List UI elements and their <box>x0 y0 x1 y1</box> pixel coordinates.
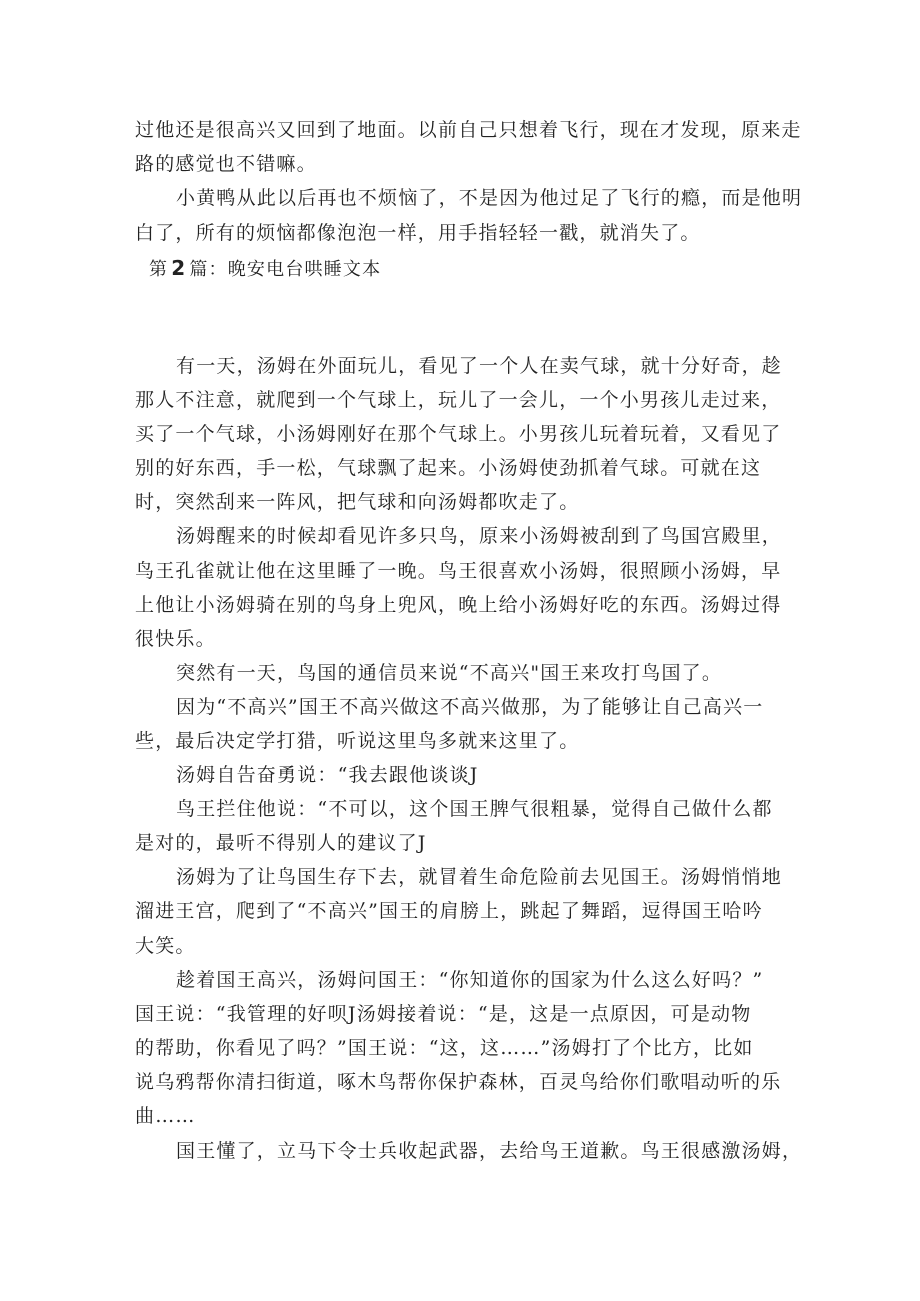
text-line: 路的感觉也不错嘛。 <box>135 153 317 175</box>
paragraph-first-line: 鸟王拦住他说：“不可以，这个国王脾气很粗暴，觉得自己做什么都 <box>176 798 773 820</box>
paragraph-first-line: 国王懂了，立马下令士兵收起武器，去给鸟王道歉。鸟王很感激汤姆， <box>176 1140 803 1162</box>
paragraph-first-line: 趁着国王高兴，汤姆问国王：“你知道你的国家为什么这么好吗？” <box>176 969 764 991</box>
paragraph-first-line: 小黄鸭从此以后再也不烦恼了，不是因为他过足了飞行的瘾，而是他明 <box>176 187 803 209</box>
text-line: 曲…… <box>135 1105 196 1127</box>
paragraph-first-line: 汤姆醒来的时候却看见许多只鸟，原来小汤姆被刮到了鸟国宫殿里， <box>176 525 783 547</box>
text-line: 别的好东西，手一松，气球飘了起来。小汤姆使劲抓着气球。可就在这 <box>135 457 762 479</box>
section-heading <box>149 255 809 281</box>
text-line: 时，突然刮来一阵风，把气球和向汤姆都吹走了。 <box>135 491 580 513</box>
text-line: 的帮助，你看见了吗？”国王说：“这，这……”汤姆打了个比方，比如 <box>135 1037 754 1059</box>
text-line: 些，最后决定学打猎，听说这里鸟多就来这里了。 <box>135 730 580 752</box>
paragraph-first-line: 有一天，汤姆在外面玩儿，看见了一个人在卖气球，就十分好奇，趁 <box>176 355 783 377</box>
heading-title: 篇：晚安电台哄睡文本 <box>189 259 382 280</box>
text-line: 国王说：“我管理的好呗J汤姆接着说：“是，这是一点原因，可是动物 <box>135 1003 752 1025</box>
paragraph-first-line: 因为“不高兴”国王不高兴做这不高兴做那，为了能够让自己高兴一 <box>176 696 764 718</box>
paragraph-first-line: 汤姆自告奋勇说：“我去跟他谈谈J <box>176 764 479 786</box>
text-line: 很快乐。 <box>135 628 216 650</box>
text-line: 白了，所有的烦恼都像泡泡一样，用手指轻轻一戳，就消失了。 <box>135 222 701 244</box>
text-line: 是对的，最听不得别人的建议了J <box>135 832 427 854</box>
text-line: 那人不注意，就爬到一个气球上，玩儿了一会儿，一个小男孩儿走过来， <box>135 389 782 411</box>
paragraph-first-line: 突然有一天，鸟国的通信员来说“不高兴"国王来攻打鸟国了。 <box>176 662 723 684</box>
text-line: 买了一个气球，小汤姆刚好在那个气球上。小男孩儿玩着玩着，又看见了 <box>135 423 782 445</box>
text-line: 大笑。 <box>135 935 196 957</box>
paragraph-first-line: 汤姆为了让鸟国生存下去，就冒着生命危险前去见国王。汤姆悄悄地 <box>176 866 783 888</box>
heading-prefix: 第 <box>149 259 169 280</box>
text-line: 上他让小汤姆骑在别的鸟身上兜风，晚上给小汤姆好吃的东西。汤姆过得 <box>135 594 782 616</box>
text-line: 溜进王宫，爬到了“不高兴”国王的肩膀上，跳起了舞蹈，逗得国王哈吟 <box>135 900 763 922</box>
text-line: 说乌鸦帮你清扫街道，啄木鸟帮你保护森林，百灵鸟给你们歌唱动听的乐 <box>135 1071 782 1093</box>
text-line: 鸟王孔雀就让他在这里睡了一晚。鸟王很喜欢小汤姆，很照顾小汤姆，早 <box>135 560 782 582</box>
text-line: 过他还是很高兴又回到了地面。以前自己只想着飞行，现在才发现，原来走 <box>135 119 802 141</box>
heading-number: 2 <box>171 256 187 280</box>
